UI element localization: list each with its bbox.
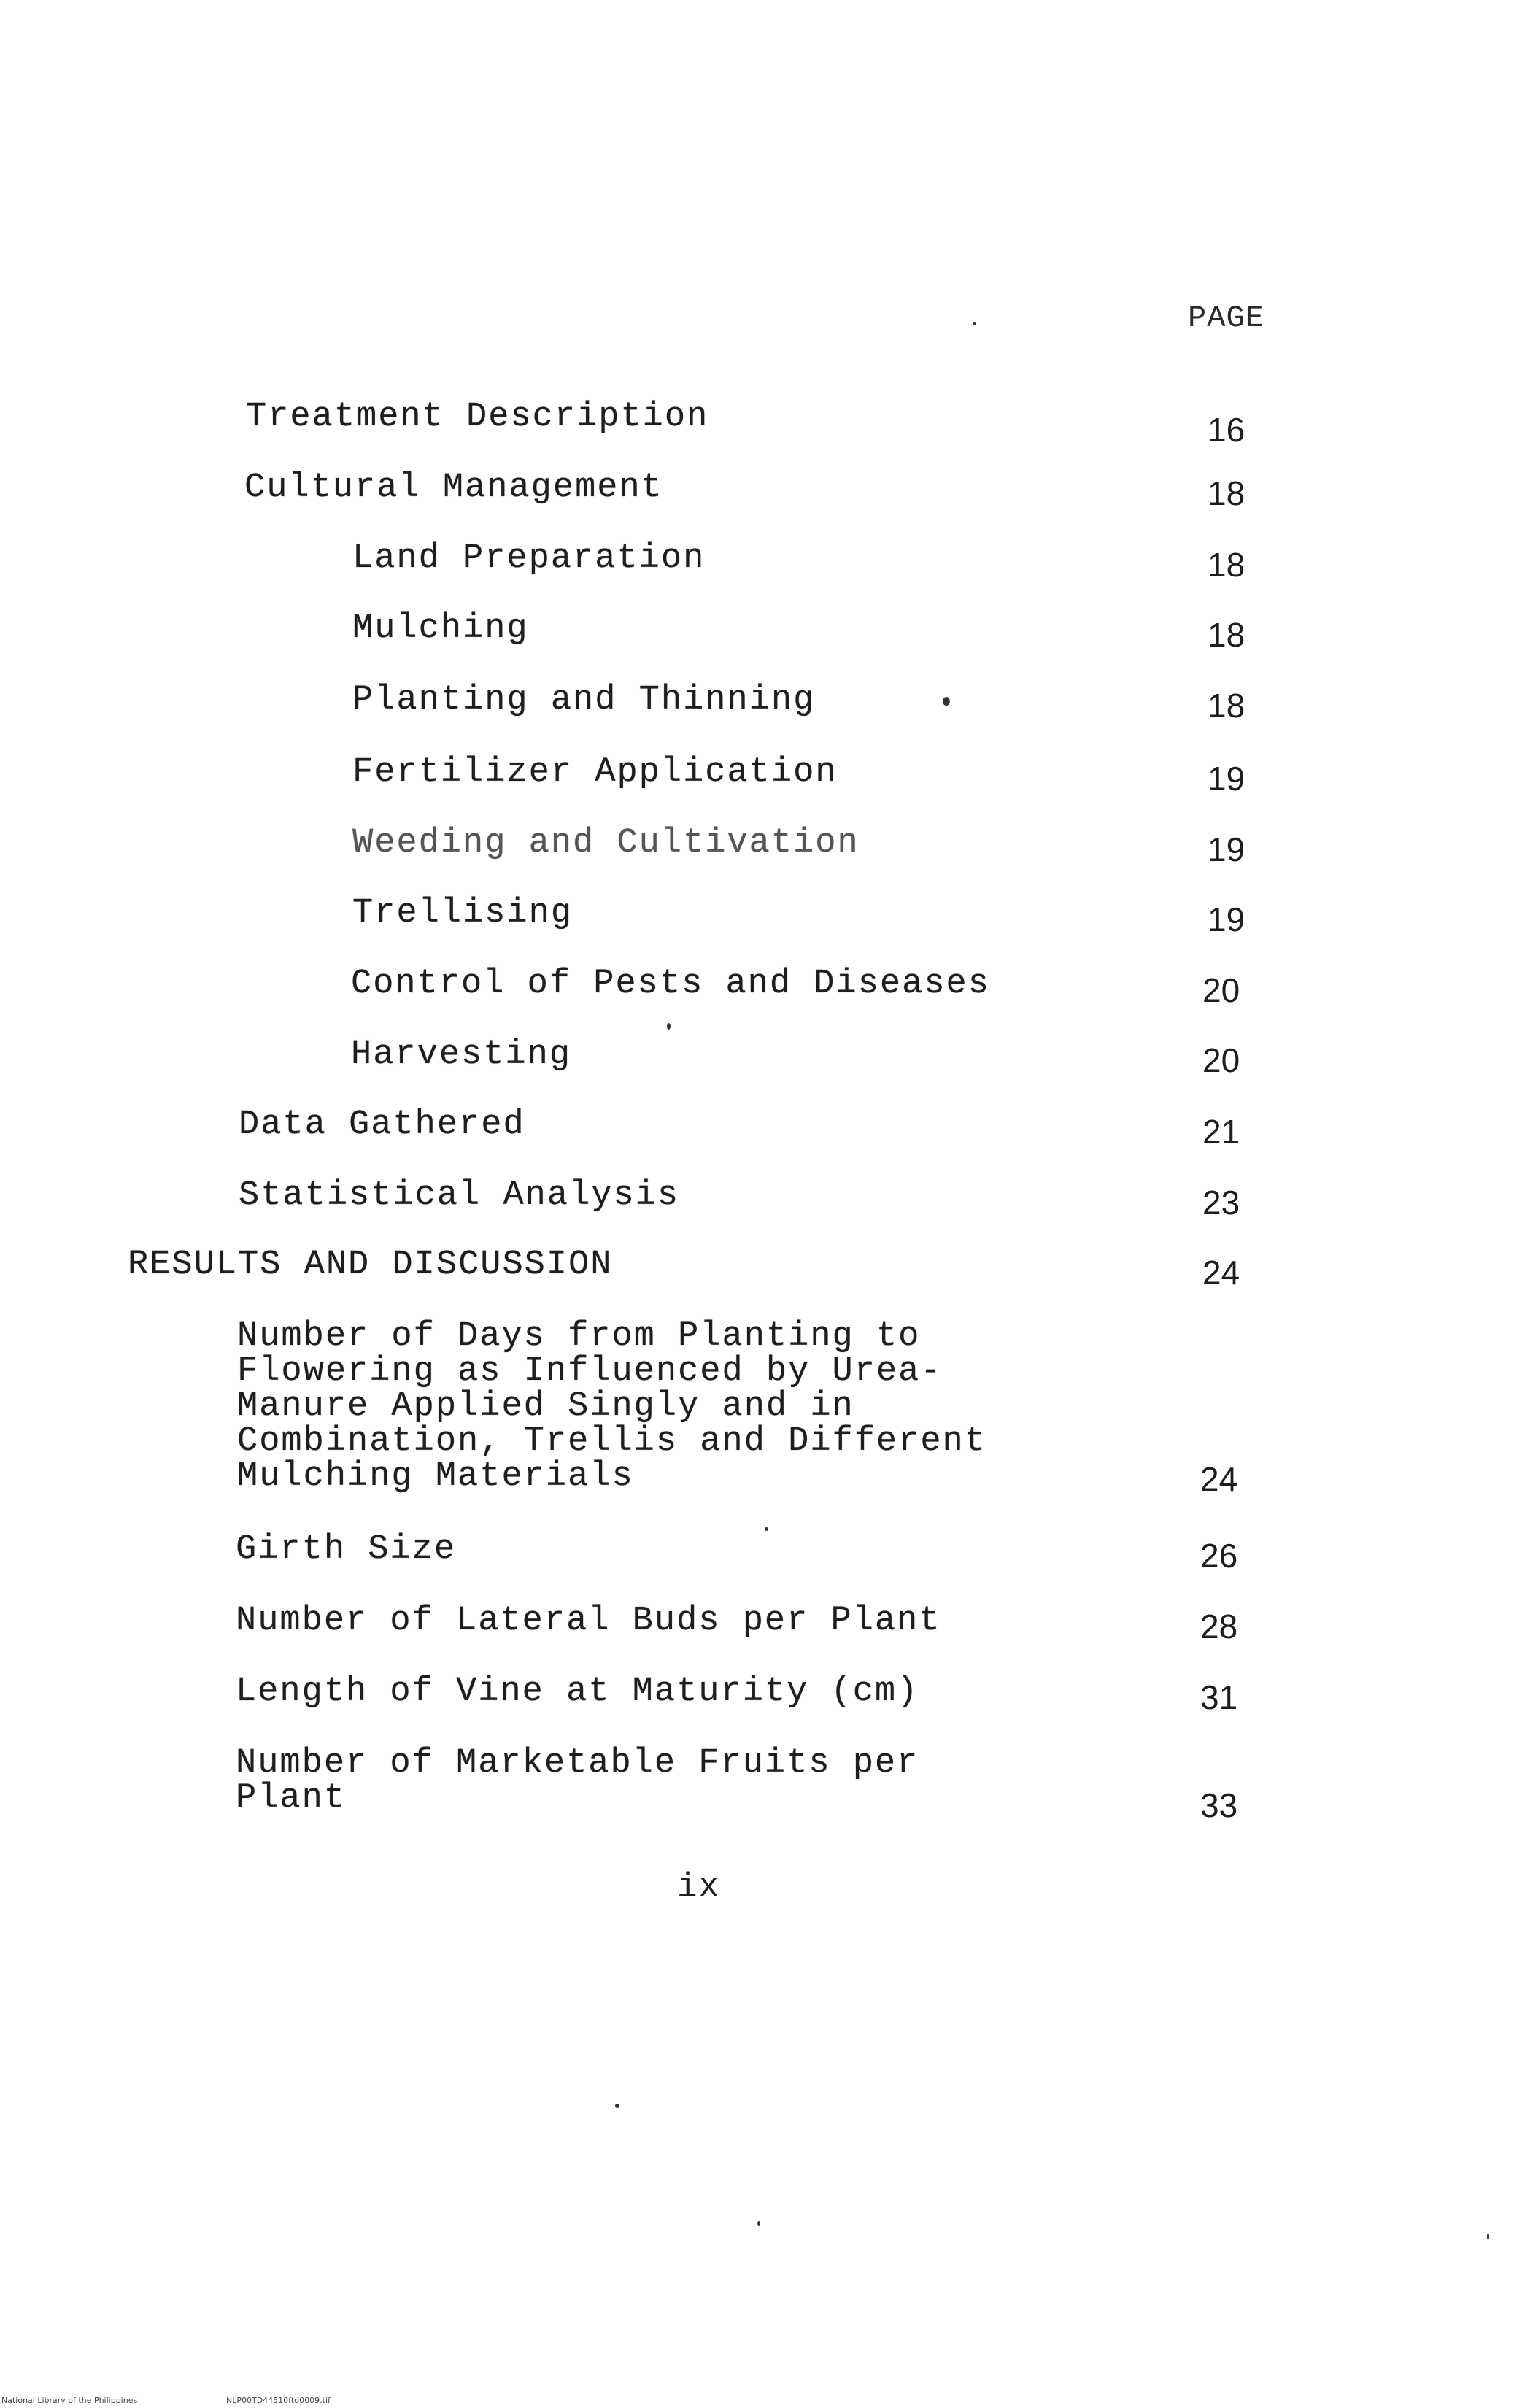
toc-entry-title: Number of Marketable Fruits per Plant [236, 1744, 919, 1818]
toc-entry-title: Length of Vine at Maturity (cm) [236, 1672, 919, 1711]
toc-entry-title: Land Preparation [352, 539, 706, 578]
toc-entry-title: Girth Size [236, 1530, 457, 1569]
toc-entry-page: 24 [1200, 1460, 1238, 1498]
toc-entry-title: Harvesting [351, 1035, 572, 1074]
toc-entry-title: Control of Pests and Diseases [351, 965, 990, 1003]
toc-entry-page: 18 [1208, 687, 1245, 725]
toc-entry-page: 31 [1200, 1678, 1238, 1716]
footer-library: National Library of the Philippines [1, 2396, 138, 2405]
toc-entry-title: Number of Lateral Buds per Plant [236, 1602, 941, 1640]
toc-entry-page: 16 [1208, 411, 1245, 449]
footer-file: NLP00TD44510ftd0009.tif [226, 2396, 331, 2405]
toc-entry-page: 20 [1202, 971, 1240, 1009]
toc-entry-title: Trellising [352, 894, 573, 933]
toc-entry-page: 19 [1208, 900, 1245, 938]
toc-entry-page: 21 [1202, 1113, 1240, 1151]
toc-section-heading: RESULTS AND DISCUSSION [128, 1246, 613, 1284]
scan-speck [1487, 2233, 1489, 2240]
toc-entry-page: 18 [1208, 616, 1245, 654]
toc-entry-page: 33 [1200, 1786, 1238, 1824]
scan-speck [973, 322, 976, 325]
toc-entry-title: Planting and Thinning [352, 681, 816, 719]
toc-entry-page: 18 [1208, 474, 1245, 512]
toc-entry-page: 26 [1200, 1537, 1238, 1575]
toc-entry-title: Data Gathered [239, 1105, 525, 1144]
toc-entry-title: Number of Days from Planting to Flowering as Influenced by Urea- Manure Applied Singly and in Combination, Trellis and Different Mulching Materials [237, 1317, 986, 1496]
toc-entry-title: Treatment Description [246, 398, 709, 436]
scan-speck [667, 1023, 671, 1030]
page-folio: ix [677, 1868, 721, 1906]
scan-speck [943, 697, 950, 706]
toc-entry-page: 19 [1208, 830, 1245, 868]
scan-speck [757, 2221, 760, 2226]
toc-entry-title: Cultural Management [244, 468, 663, 507]
toc-entry-title: Weeding and Cultivation [352, 824, 860, 863]
toc-entry-title: Mulching [352, 609, 529, 648]
toc-entry-page: 20 [1202, 1041, 1240, 1079]
toc-entry-page: 23 [1202, 1184, 1240, 1222]
toc-entry-page: 24 [1202, 1254, 1240, 1292]
toc-entry-title: Fertilizer Application [352, 753, 838, 792]
toc-entry-title: Statistical Analysis [239, 1176, 680, 1215]
toc-entry-page: 19 [1208, 760, 1245, 798]
toc-entry-page: 28 [1200, 1608, 1238, 1645]
scan-speck [615, 2104, 619, 2108]
scan-speck [765, 1527, 768, 1531]
page-column-header: PAGE [1188, 301, 1264, 336]
toc-entry-page: 18 [1208, 546, 1245, 584]
